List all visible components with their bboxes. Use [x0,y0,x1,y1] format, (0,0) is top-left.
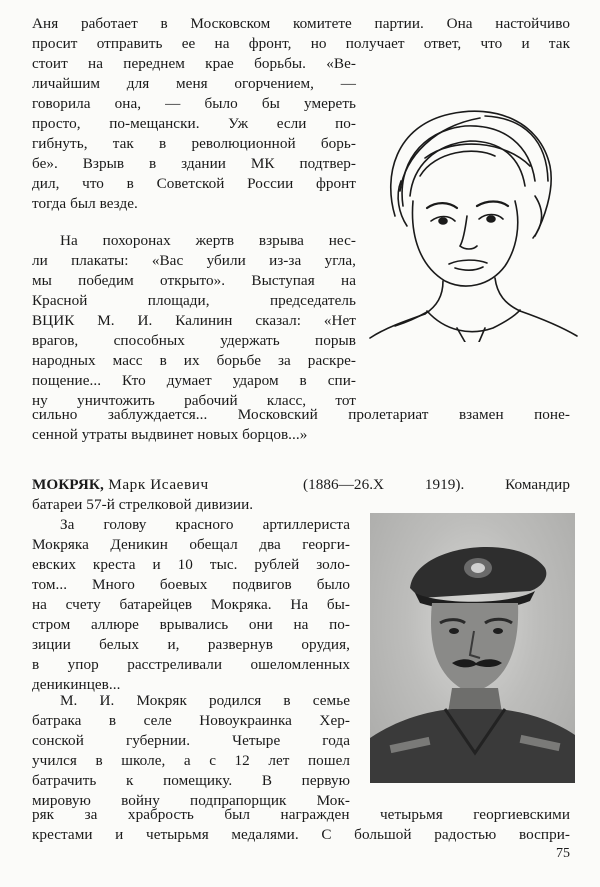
text-line: За голову красного артиллериста [60,516,350,533]
text-line: деникинцев... [32,676,121,693]
text-line: Аня работает в Московском комитете партии. Она настойчиво [32,15,570,32]
text-line: личайшим для меня огорчением, — [32,75,356,92]
portrait-photo [370,513,575,783]
entry-heading [32,475,209,495]
text-line: ли плакаты: «Вас убили из-за угла, [32,252,356,269]
text-line: врагов, способных удержать порыв [32,332,356,349]
text-line: пощение... Кто думает ударом в спи- [32,372,356,389]
entry-given-names: Марк Исаевич [103,476,209,493]
portrait-drawing [365,96,580,342]
text-line: народных масс в их борьбе за раскре- [32,352,356,369]
text-line: ряк за храбрость был награжден четырьмя георгиевскими [32,806,570,823]
text-line: гибнуть, так в революционной борь- [32,135,356,152]
text-line: стром аллюре врывались они на по- [32,616,350,633]
text-line: просит отправить ее на фронт, но получает ответ, что и так [32,35,570,52]
text-line: сильно заблуждается... Московский пролетариат взамен поне- [32,406,570,423]
text-line: сенной утраты выдвинет новых борцов...» [32,426,308,443]
text-line: в упор расстреливали ошеломленных [32,656,350,673]
text-line: сонской губернии. Четыре года [32,732,350,749]
text-line: просто, по-мещански. Уж если по- [32,115,356,132]
entry-surname: МОКРЯК, [32,476,104,493]
text-line: На похоронах жертв взрыва нес- [60,232,356,249]
text-line: учился в школе, а с 12 лет пошел [32,752,350,769]
text-line: ну уничтожить рабочий класс, тот [32,392,356,409]
text-line: батареи 57-й стрелковой дивизии. [32,496,254,513]
text-line: говорила она, — было бы умереть [32,95,356,112]
text-line: Красной площади, председатель [32,292,356,309]
text-line: (1886—26.X 1919). Командир [303,476,570,493]
text-line: батрака в селе Новоукраинка Хер- [32,712,350,729]
text-line: тогда был везде. [32,195,138,212]
text-line: на счету батарейцев Мокряка. На бы- [32,596,350,613]
text-line: мы победим открыто». Выступая на [32,272,356,289]
text-line: дил, что в Советской России фронт [32,175,356,192]
text-line: батрачить к помещику. В первую [32,772,350,789]
page-number: 75 [556,846,570,861]
text-line: стоит на переднем крае борьбы. «Ве- [32,55,356,72]
text-line: Мокряка Деникин обещал два георги- [32,536,350,553]
text-line: М. И. Мокряк родился в семье [60,692,350,709]
text-line: том... Много боевых подвигов было [32,576,350,593]
text-line: бе». Взрыв в здании МК подтвер- [32,155,356,172]
text-line: евских креста и 10 тыс. рублей золо- [32,556,350,573]
text-line: ВЦИК М. И. Калинин сказал: «Нет [32,312,356,329]
text-line: мировую войну подпрапорщик Мок- [32,792,350,809]
text-line: крестами и четырьмя медалями. С большой радостью воспри- [32,826,570,843]
text-line: зиции белых и, развернув орудия, [32,636,350,653]
